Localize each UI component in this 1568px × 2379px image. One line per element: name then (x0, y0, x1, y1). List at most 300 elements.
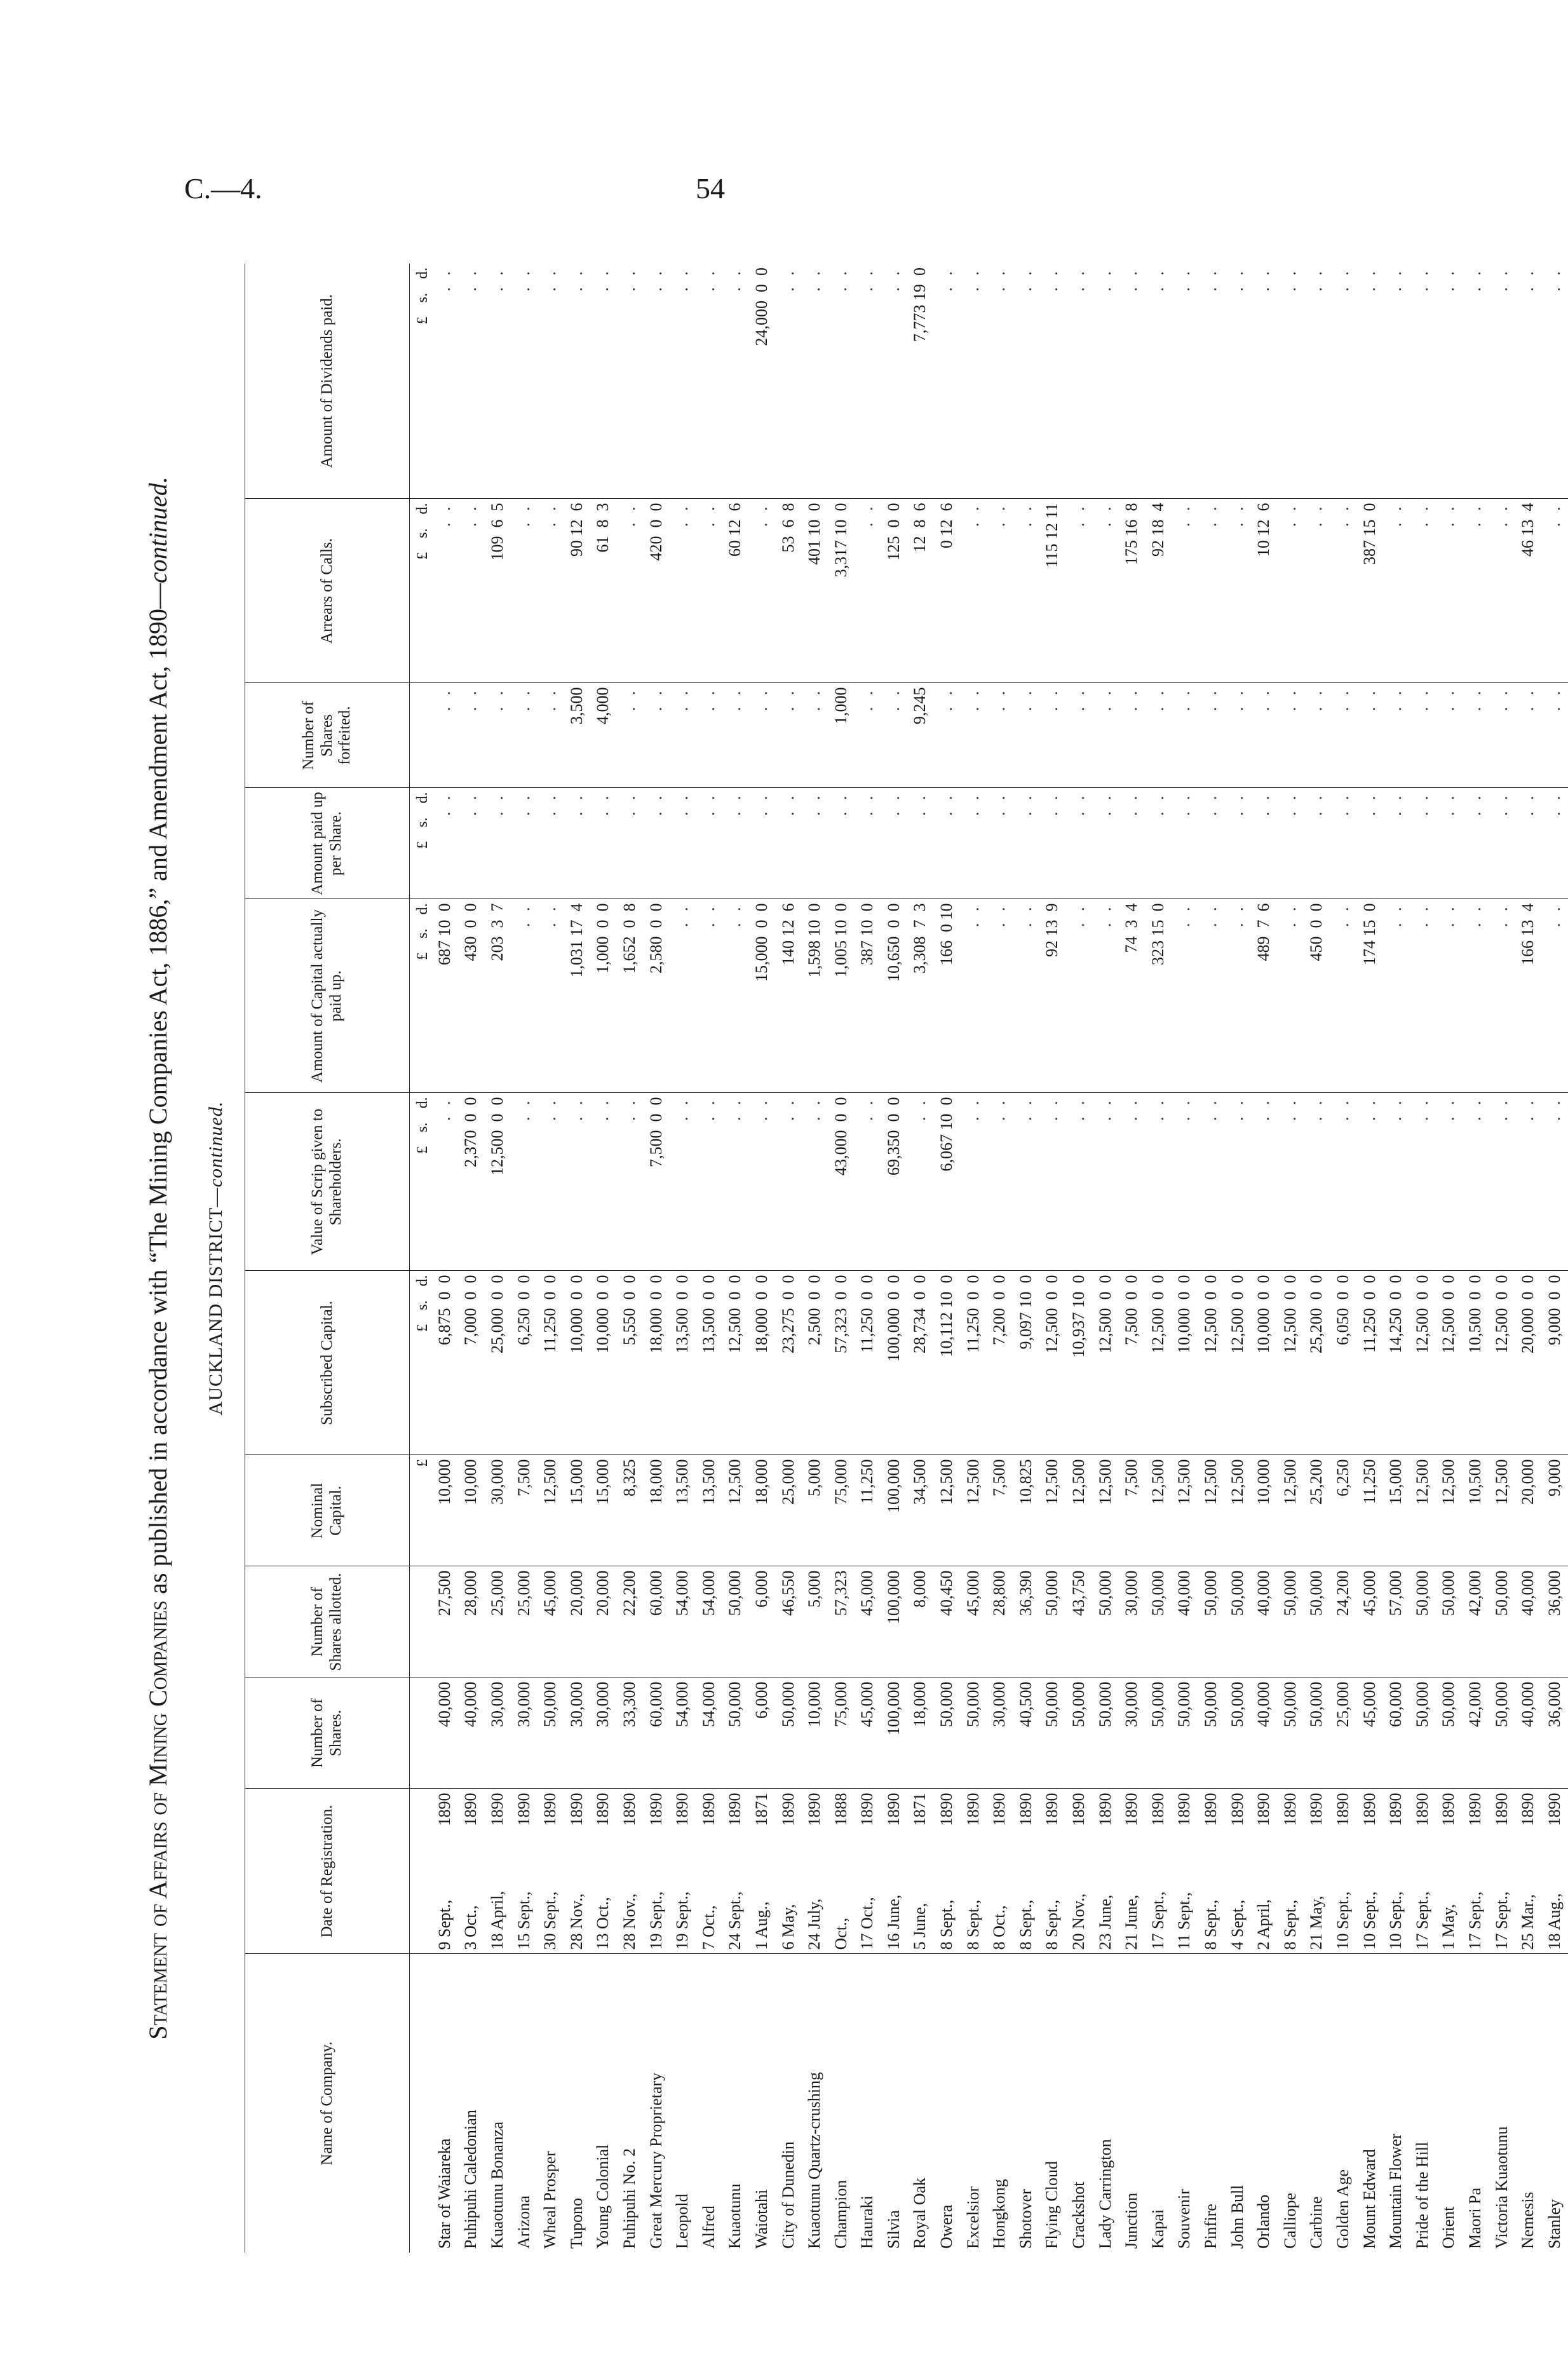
company-name: Star of Waiareka (435, 2138, 454, 2249)
dividends-paid-cell (748, 264, 775, 499)
capital-paid-up: 92 13 9 (1043, 903, 1062, 957)
dividends-paid-cell (1145, 264, 1172, 499)
shares-allotted: 57,323 (831, 1570, 850, 1616)
shares-allotted-cell (801, 1566, 828, 1678)
scrip-value-cell (1092, 1093, 1119, 1271)
arrears-of-calls-cell (986, 499, 1013, 683)
capital-paid-up: . . (514, 903, 533, 927)
shares-allotted-cell (881, 1566, 907, 1678)
capital-paid-up-cell (1039, 899, 1066, 1093)
table-row (1436, 264, 1463, 2253)
scrip-value-cell (669, 1093, 696, 1271)
paid-per-share-cell (1013, 788, 1039, 899)
registration-year: 1890 (990, 1793, 1009, 1826)
company-name-cell (1039, 1954, 1066, 2253)
arrears-of-calls: 175 16 8 (1122, 503, 1141, 565)
shares-forfeited-cell (1092, 683, 1119, 788)
dividends-paid: . . (726, 268, 745, 292)
shares-forfeited: . . (1333, 687, 1352, 711)
dividends-paid: . . (990, 268, 1009, 292)
dividends-paid: 24,000 0 0 (752, 268, 771, 346)
scrip-value: . . (1175, 1097, 1194, 1121)
paid-per-share-cell (828, 788, 855, 899)
arrears-of-calls: 420 0 0 (646, 503, 665, 561)
registration-date: 5 June, (910, 1902, 929, 1950)
subscribed-capital-cell (881, 1271, 907, 1455)
scrip-value: . . (514, 1097, 533, 1121)
scrip-value: 2,370 0 0 (461, 1097, 480, 1167)
arrears-of-calls: . . (1201, 503, 1220, 527)
scrip-value: . . (1307, 1097, 1326, 1121)
registration-year: 1890 (858, 1793, 877, 1826)
number-of-shares: 54,000 (699, 1681, 718, 1727)
shares-allotted-cell (1118, 1566, 1145, 1678)
table-row (1118, 264, 1145, 2253)
scrip-value: . . (1043, 1097, 1062, 1121)
shares-allotted: 42,000 (1465, 1570, 1484, 1616)
registration-year: 1890 (1043, 1793, 1062, 1826)
arrears-of-calls: . . (1175, 503, 1194, 527)
shares-forfeited: . . (1227, 687, 1247, 711)
col-header-forfeited: Number of Shares forfeited. (245, 683, 410, 788)
paid-per-share: . . (646, 792, 665, 816)
arrears-of-calls-cell (484, 499, 511, 683)
number-of-shares-cell (960, 1678, 987, 1789)
arrears-of-calls-cell (1489, 499, 1515, 683)
number-of-shares-cell (643, 1678, 670, 1789)
registration-date: Oct., (831, 1917, 850, 1950)
dividends-paid-cell (669, 264, 696, 499)
table-row (511, 264, 537, 2253)
subscribed-capital-cell (1250, 1271, 1277, 1455)
arrears-of-calls: . . (1465, 503, 1484, 527)
subscribed-capital-cell (696, 1271, 722, 1455)
number-of-shares-cell (1039, 1678, 1066, 1789)
shares-forfeited: . . (1016, 687, 1035, 711)
shares-forfeited-cell (458, 683, 485, 788)
paid-per-share-cell (855, 788, 881, 899)
capital-paid-up: 166 13 4 (1518, 903, 1538, 965)
shares-forfeited-cell (1118, 683, 1145, 788)
dividends-paid: . . (1439, 268, 1458, 292)
number-of-shares-cell (722, 1678, 749, 1789)
subscribed-capital: 11,250 0 0 (1360, 1275, 1379, 1353)
subscribed-capital: 25,200 0 0 (1307, 1275, 1326, 1353)
number-of-shares-cell (775, 1678, 802, 1789)
capital-paid-up-cell (722, 899, 749, 1093)
shares-forfeited-cell (1277, 683, 1304, 788)
registration-date-cell (1145, 1789, 1172, 1954)
registration-date: 19 Sept., (646, 1891, 665, 1950)
dividends-paid: . . (1069, 268, 1088, 292)
dividends-paid-cell (855, 264, 881, 499)
dividends-paid: . . (1148, 268, 1167, 292)
scrip-value: . . (619, 1097, 639, 1121)
arrears-of-calls: 46 13 4 (1518, 503, 1538, 557)
subscribed-capital: 57,323 0 0 (831, 1275, 850, 1353)
arrears-of-calls: 387 15 0 (1360, 503, 1379, 565)
shares-forfeited-cell (1382, 683, 1409, 788)
shares-allotted: 46,550 (778, 1570, 797, 1616)
subscribed-capital: 11,250 0 0 (858, 1275, 877, 1353)
scrip-value-cell (1172, 1093, 1198, 1271)
shares-allotted-cell (1356, 1566, 1383, 1678)
table-row (1092, 264, 1119, 2253)
arrears-of-calls: . . (435, 503, 454, 527)
registration-year: 1890 (1518, 1793, 1538, 1826)
company-name: Pride of the Hill (1412, 2141, 1431, 2249)
subscribed-capital-cell (1013, 1271, 1039, 1455)
subscribed-capital: 14,250 0 0 (1386, 1275, 1405, 1353)
dividends-paid: . . (593, 268, 612, 292)
number-of-shares: 50,000 (1307, 1681, 1326, 1727)
number-of-shares-cell (1304, 1678, 1330, 1789)
shares-forfeited-cell (1515, 683, 1541, 788)
arrears-of-calls: 125 0 0 (884, 503, 903, 561)
dividends-paid-cell (564, 264, 590, 499)
capital-paid-up: 166 0 10 (937, 903, 956, 965)
capital-paid-up: 387 10 0 (858, 903, 877, 965)
subscribed-capital-cell (722, 1271, 749, 1455)
paid-per-share: . . (1307, 792, 1326, 816)
shares-allotted-cell (1145, 1566, 1172, 1678)
registration-date-cell (1118, 1789, 1145, 1954)
unit-s: s. (414, 817, 431, 827)
shares-allotted: 50,000 (1280, 1570, 1299, 1616)
capital-paid-up-cell (1436, 899, 1463, 1093)
shares-allotted: 27,500 (435, 1570, 454, 1616)
nominal-capital-cell (1092, 1455, 1119, 1566)
paid-per-share-cell (933, 788, 960, 899)
subscribed-capital: 11,250 0 0 (963, 1275, 982, 1353)
nominal-capital-cell (564, 1455, 590, 1566)
number-of-shares: 30,000 (593, 1681, 612, 1727)
dividends-paid-cell (986, 264, 1013, 499)
number-of-shares: 60,000 (646, 1681, 665, 1727)
nominal-capital: 12,500 (1492, 1459, 1511, 1505)
dividends-paid: . . (1254, 268, 1273, 292)
document-code: C.—4. (184, 172, 262, 205)
nominal-capital-cell (1330, 1455, 1356, 1566)
company-name-cell (1065, 1954, 1092, 2253)
subscribed-capital: 6,875 0 0 (435, 1275, 454, 1345)
shares-allotted-cell (1250, 1566, 1277, 1678)
paid-per-share-cell (801, 788, 828, 899)
subscribed-capital: 12,500 0 0 (1439, 1275, 1458, 1353)
registration-date-cell (855, 1789, 881, 1954)
capital-paid-up-cell (775, 899, 802, 1093)
shares-forfeited-cell (933, 683, 960, 788)
company-name: Excelsior (963, 2186, 982, 2249)
subscribed-capital: 7,500 0 0 (1122, 1275, 1141, 1345)
number-of-shares: 30,000 (990, 1681, 1009, 1727)
shares-forfeited: . . (1122, 687, 1141, 711)
arrears-of-calls: . . (752, 503, 771, 527)
scrip-value-cell (1039, 1093, 1066, 1271)
capital-paid-up-cell (564, 899, 590, 1093)
shares-allotted: 22,200 (619, 1570, 639, 1616)
scrip-value: . . (778, 1097, 797, 1121)
number-of-shares: 6,000 (752, 1681, 771, 1719)
shares-allotted-cell (696, 1566, 722, 1678)
registration-date: 13 Oct., (593, 1897, 612, 1950)
registration-date-cell (1172, 1789, 1198, 1954)
registration-date: 10 Sept., (1360, 1891, 1379, 1950)
scrip-value: . . (1148, 1097, 1167, 1121)
nominal-capital: 75,000 (831, 1459, 850, 1505)
shares-allotted-cell (1013, 1566, 1039, 1678)
shares-allotted-cell (855, 1566, 881, 1678)
table-row (1541, 264, 1568, 2253)
unit-pound: £ (414, 1146, 431, 1154)
shares-allotted: 50,000 (1307, 1570, 1326, 1616)
scrip-value-cell (1462, 1093, 1489, 1271)
scrip-value-cell (1118, 1093, 1145, 1271)
shares-forfeited-cell (1013, 683, 1039, 788)
paid-per-share: . . (1360, 792, 1379, 816)
arrears-of-calls-cell (1092, 499, 1119, 683)
scrip-value: . . (1333, 1097, 1352, 1121)
company-name-cell (722, 1954, 749, 2253)
nominal-capital: 12,500 (937, 1459, 956, 1505)
arrears-of-calls: 53 6 8 (778, 503, 797, 553)
capital-paid-up: . . (963, 903, 982, 927)
dividends-paid-cell (696, 264, 722, 499)
scrip-value-cell (511, 1093, 537, 1271)
table-row (1065, 264, 1092, 2253)
company-name-cell (933, 1954, 960, 2253)
shares-allotted-cell (986, 1566, 1013, 1678)
subscribed-capital-cell (484, 1271, 511, 1455)
company-name: Champion (831, 2179, 850, 2249)
col-header-allotted: Number of Shares allotted. (245, 1566, 410, 1678)
registration-year: 1890 (1148, 1793, 1167, 1826)
shares-forfeited: . . (726, 687, 745, 711)
company-name-cell (855, 1954, 881, 2253)
registration-date-cell (801, 1789, 828, 1954)
statement-title (143, 264, 173, 2253)
registration-date: 8 Sept., (1201, 1899, 1220, 1950)
paid-per-share-cell (1330, 788, 1356, 899)
table-row (1145, 264, 1172, 2253)
number-of-shares: 50,000 (1201, 1681, 1220, 1727)
dividends-paid-cell (960, 264, 987, 499)
company-name: Flying Cloud (1043, 2161, 1062, 2249)
capital-paid-up-cell (1065, 899, 1092, 1093)
shares-allotted-cell (1065, 1566, 1092, 1678)
col-header-shares: Number of Shares. (245, 1678, 410, 1789)
registration-date: 21 June, (1122, 1894, 1141, 1950)
paid-per-share: . . (567, 792, 586, 816)
dividends-paid-cell (1277, 264, 1304, 499)
registration-date-cell (1356, 1789, 1383, 1954)
table-row (801, 264, 828, 2253)
arrears-of-calls: . . (1492, 503, 1511, 527)
nominal-capital: 13,500 (673, 1459, 692, 1505)
registration-year: 1890 (593, 1793, 612, 1826)
paid-per-share: . . (752, 792, 771, 816)
nominal-capital-cell (1489, 1455, 1515, 1566)
shares-forfeited: . . (1095, 687, 1114, 711)
nominal-capital-cell (1013, 1455, 1039, 1566)
shares-allotted: 40,000 (1518, 1570, 1538, 1616)
scrip-value-cell (1198, 1093, 1224, 1271)
paid-per-share-cell (960, 788, 987, 899)
table-row (1013, 264, 1039, 2253)
nominal-capital: 8,325 (619, 1459, 639, 1496)
capital-paid-up: . . (1016, 903, 1035, 927)
subscribed-capital-cell (590, 1271, 617, 1455)
company-name: Silvia (884, 2210, 903, 2249)
number-of-shares-cell (1489, 1678, 1515, 1789)
registration-year: 1890 (1280, 1793, 1299, 1826)
paid-per-share-cell (511, 788, 537, 899)
capital-paid-up-cell (1172, 899, 1198, 1093)
shares-forfeited: . . (1386, 687, 1405, 711)
arrears-of-calls-cell (801, 499, 828, 683)
paid-per-share: . . (884, 792, 903, 816)
company-name: Victoria Kuaotunu (1492, 2126, 1511, 2249)
subscribed-capital: 5,550 0 0 (619, 1275, 639, 1345)
paid-per-share-cell (616, 788, 643, 899)
registration-year: 1890 (805, 1793, 824, 1826)
paid-per-share-cell (1436, 788, 1463, 899)
capital-paid-up-cell (643, 899, 670, 1093)
paid-per-share-cell (1065, 788, 1092, 899)
capital-paid-up: . . (1492, 903, 1511, 927)
dividends-paid: . . (1360, 268, 1379, 292)
shares-forfeited: . . (435, 687, 454, 711)
unit-s: s. (414, 1122, 431, 1132)
shares-forfeited: . . (1307, 687, 1326, 711)
arrears-of-calls-cell (669, 499, 696, 683)
capital-paid-up: . . (1175, 903, 1194, 927)
registration-date: 28 Nov., (619, 1893, 639, 1950)
capital-paid-up: 10,650 0 0 (884, 903, 903, 982)
shares-forfeited: . . (990, 687, 1009, 711)
company-name-cell (643, 1954, 670, 2253)
nominal-capital-cell (722, 1455, 749, 1566)
shares-allotted: 45,000 (858, 1570, 877, 1616)
paid-per-share-cell (748, 788, 775, 899)
company-name-cell (616, 1954, 643, 2253)
company-name-cell (590, 1954, 617, 2253)
dividends-paid-cell (1462, 264, 1489, 499)
registration-year: 1890 (1386, 1793, 1405, 1826)
registration-date-cell (722, 1789, 749, 1954)
company-name-cell (1118, 1954, 1145, 2253)
scrip-value-cell (1065, 1093, 1092, 1271)
unit-d: d. (414, 1097, 431, 1109)
subscribed-capital-cell (643, 1271, 670, 1455)
capital-paid-up: . . (673, 903, 692, 927)
scrip-value: . . (858, 1097, 877, 1121)
registration-year: 1890 (1201, 1793, 1220, 1826)
nominal-capital-cell (933, 1455, 960, 1566)
registration-year: 1890 (1175, 1793, 1194, 1826)
registration-date-cell (1541, 1789, 1568, 1954)
nominal-capital: 5,000 (805, 1459, 824, 1496)
capital-paid-up: 74 3 4 (1122, 903, 1141, 953)
arrears-of-calls-cell (1065, 499, 1092, 683)
table-row (1250, 264, 1277, 2253)
registration-year: 1890 (1254, 1793, 1273, 1826)
arrears-of-calls-cell (881, 499, 907, 683)
table-row (458, 264, 485, 2253)
registration-date: 21 May, (1307, 1895, 1326, 1950)
subscribed-capital: 23,275 0 0 (778, 1275, 797, 1353)
arrears-of-calls-cell (1330, 499, 1356, 683)
company-name-cell (1224, 1954, 1251, 2253)
dividends-paid-cell (881, 264, 907, 499)
capital-paid-up-cell (1304, 899, 1330, 1093)
paid-per-share: . . (699, 792, 718, 816)
dividends-paid: . . (1016, 268, 1035, 292)
dividends-paid-cell (484, 264, 511, 499)
subscribed-capital-cell (1277, 1271, 1304, 1455)
paid-per-share-cell (1462, 788, 1489, 899)
capital-paid-up: 323 15 0 (1148, 903, 1167, 965)
shares-forfeited: . . (1465, 687, 1484, 711)
shares-forfeited-cell (616, 683, 643, 788)
nominal-capital: 12,500 (1412, 1459, 1431, 1505)
capital-paid-up-cell (431, 899, 458, 1093)
capital-paid-up: 1,598 10 0 (805, 903, 824, 978)
scrip-value: . . (1544, 1097, 1564, 1121)
subscribed-capital-cell (1039, 1271, 1066, 1455)
scrip-value-cell (748, 1093, 775, 1271)
nominal-capital-cell (1039, 1455, 1066, 1566)
shares-allotted-cell (960, 1566, 987, 1678)
subscribed-capital-cell (1515, 1271, 1541, 1455)
company-name-cell (1515, 1954, 1541, 2253)
scrip-value-cell (1330, 1093, 1356, 1271)
nominal-capital-cell (669, 1455, 696, 1566)
scrip-value-cell (933, 1093, 960, 1271)
table-row (907, 264, 934, 2253)
registration-year: 1890 (1307, 1793, 1326, 1826)
company-name: Wheal Prosper (541, 2151, 560, 2249)
dividends-paid-cell (458, 264, 485, 499)
capital-paid-up-cell (960, 899, 987, 1093)
registration-date-cell (881, 1789, 907, 1954)
nominal-capital-cell (1541, 1455, 1568, 1566)
number-of-shares: 50,000 (541, 1681, 560, 1727)
shares-allotted-cell (1382, 1566, 1409, 1678)
company-name-cell (986, 1954, 1013, 2253)
capital-paid-up: . . (1465, 903, 1484, 927)
arrears-of-calls-cell (1198, 499, 1224, 683)
company-name-cell (1382, 1954, 1409, 2253)
scrip-value-cell (1382, 1093, 1409, 1271)
shares-allotted: 28,800 (990, 1570, 1009, 1616)
paid-per-share: . . (1254, 792, 1273, 816)
nominal-capital: 18,000 (752, 1459, 771, 1505)
nominal-capital: 12,500 (963, 1459, 982, 1505)
registration-date-cell (537, 1789, 564, 1954)
registration-date: 15 Sept., (514, 1891, 533, 1950)
company-name: Kapai (1148, 2209, 1167, 2249)
nominal-capital-cell (907, 1455, 934, 1566)
registration-year: 1890 (1412, 1793, 1431, 1826)
company-name: Hauraki (858, 2195, 877, 2249)
number-of-shares-cell (1436, 1678, 1463, 1789)
arrears-of-calls-cell (1409, 499, 1436, 683)
scrip-value-cell (828, 1093, 855, 1271)
subscribed-capital-cell (669, 1271, 696, 1455)
capital-paid-up-cell (881, 899, 907, 1093)
dividends-paid-cell (1409, 264, 1436, 499)
